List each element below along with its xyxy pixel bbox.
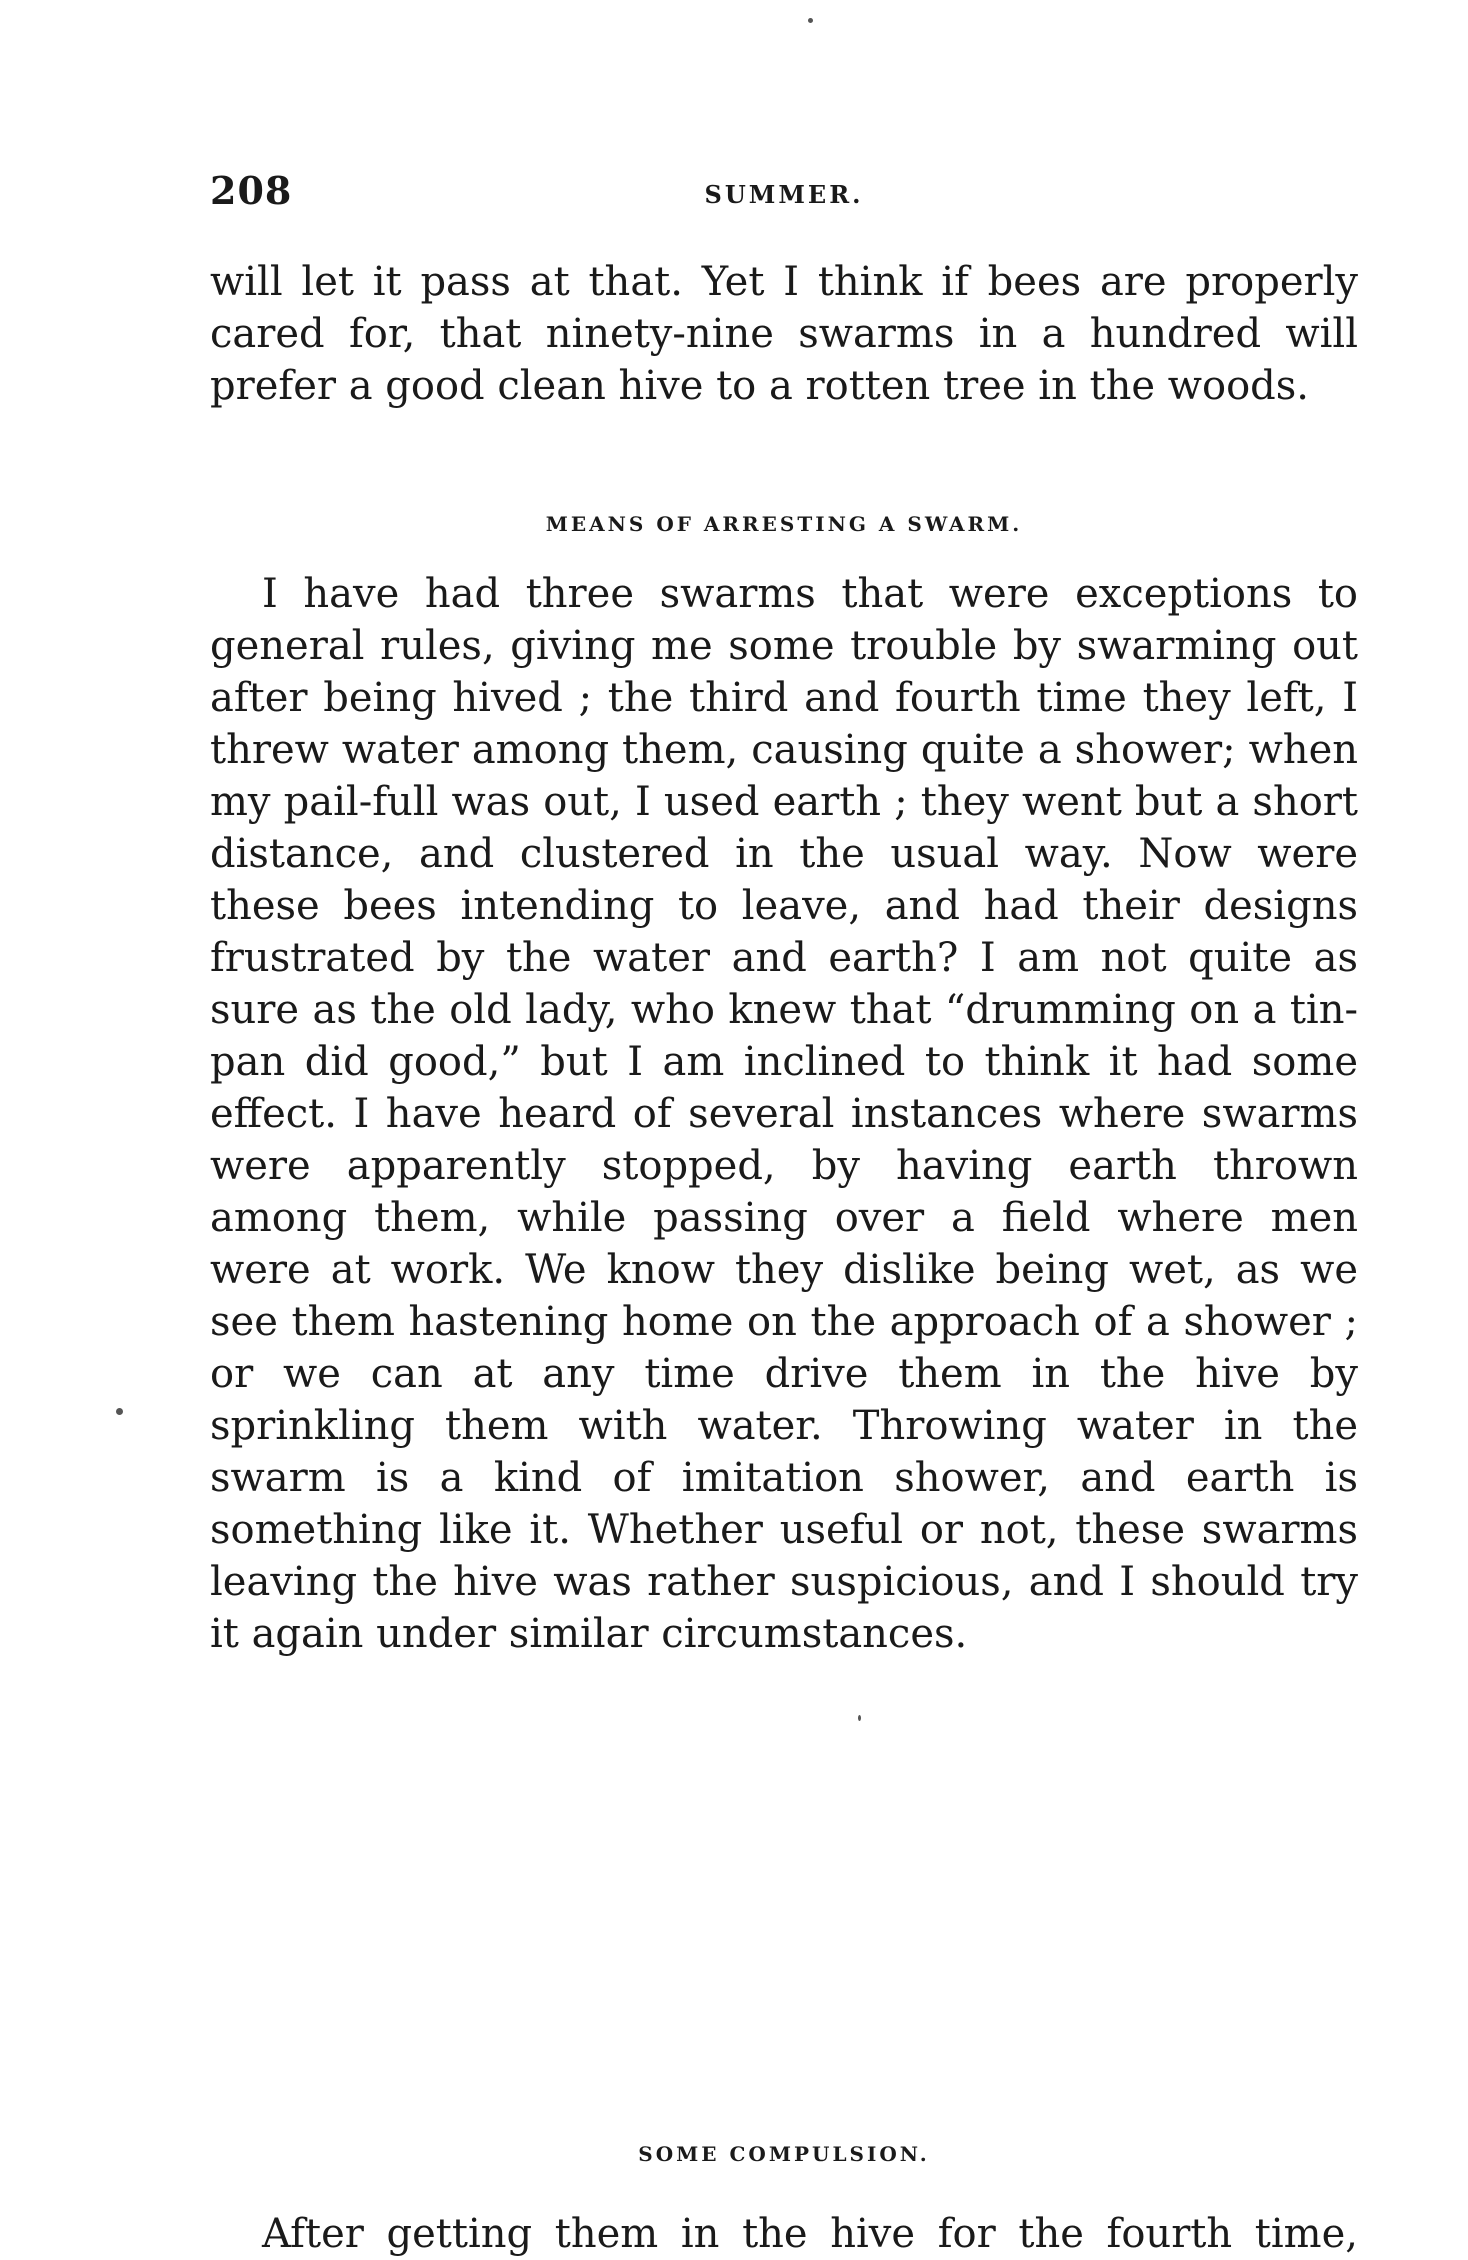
print-speck — [858, 1715, 861, 1721]
print-speck — [808, 18, 813, 23]
section-heading-arresting-swarm: MEANS OF ARRESTING A SWARM. — [545, 512, 1023, 536]
running-head: SUMMER. — [704, 180, 864, 209]
paragraph-compulsion-start: After getting them in the hive for the fourth time, — [262, 2211, 1358, 2257]
section-heading-some-compulsion: SOME COMPULSION. — [638, 2142, 930, 2166]
print-speck — [116, 1408, 123, 1415]
paragraph-continued: will let it pass at that. Yet I think if bees are properly cared for, that ninety-nine swarms in a hundred will prefer a good clean hive to a rotten tree in the woods. — [210, 259, 1358, 409]
page-number: 208 — [210, 168, 293, 213]
paragraph-arresting-swarm: I have had three swarms that were exceptions to general rules, giving me some trouble by swarming out after being hived ; the third and fourth time they left, I threw water among them, causing quite a shower; when my pail-full was out, I used earth ; they went but a short distance, and clustered in the usual way. Now were these bees intending to leave, and had their designs frustrated by the water and earth? I am not quite as sure as the old lady, who knew that “drumming on a tin-pan did good,” but I am inclined to think it had some effect. I have heard of several instances where swarms were apparently stopped, by having earth thrown among them, while passing over a field where men were at work. We know they dislike being wet, as we see them hastening home on the approach of a shower ; or we can at any time drive them in the hive by sprinkling them with water. Throwing water in the swarm is a kind of imitation shower, and earth is something like it. Whether useful or not, these swarms leaving the hive was rather suspicious, and I should try it again under similar circumstances. — [210, 571, 1358, 1657]
page-header — [210, 168, 1358, 228]
